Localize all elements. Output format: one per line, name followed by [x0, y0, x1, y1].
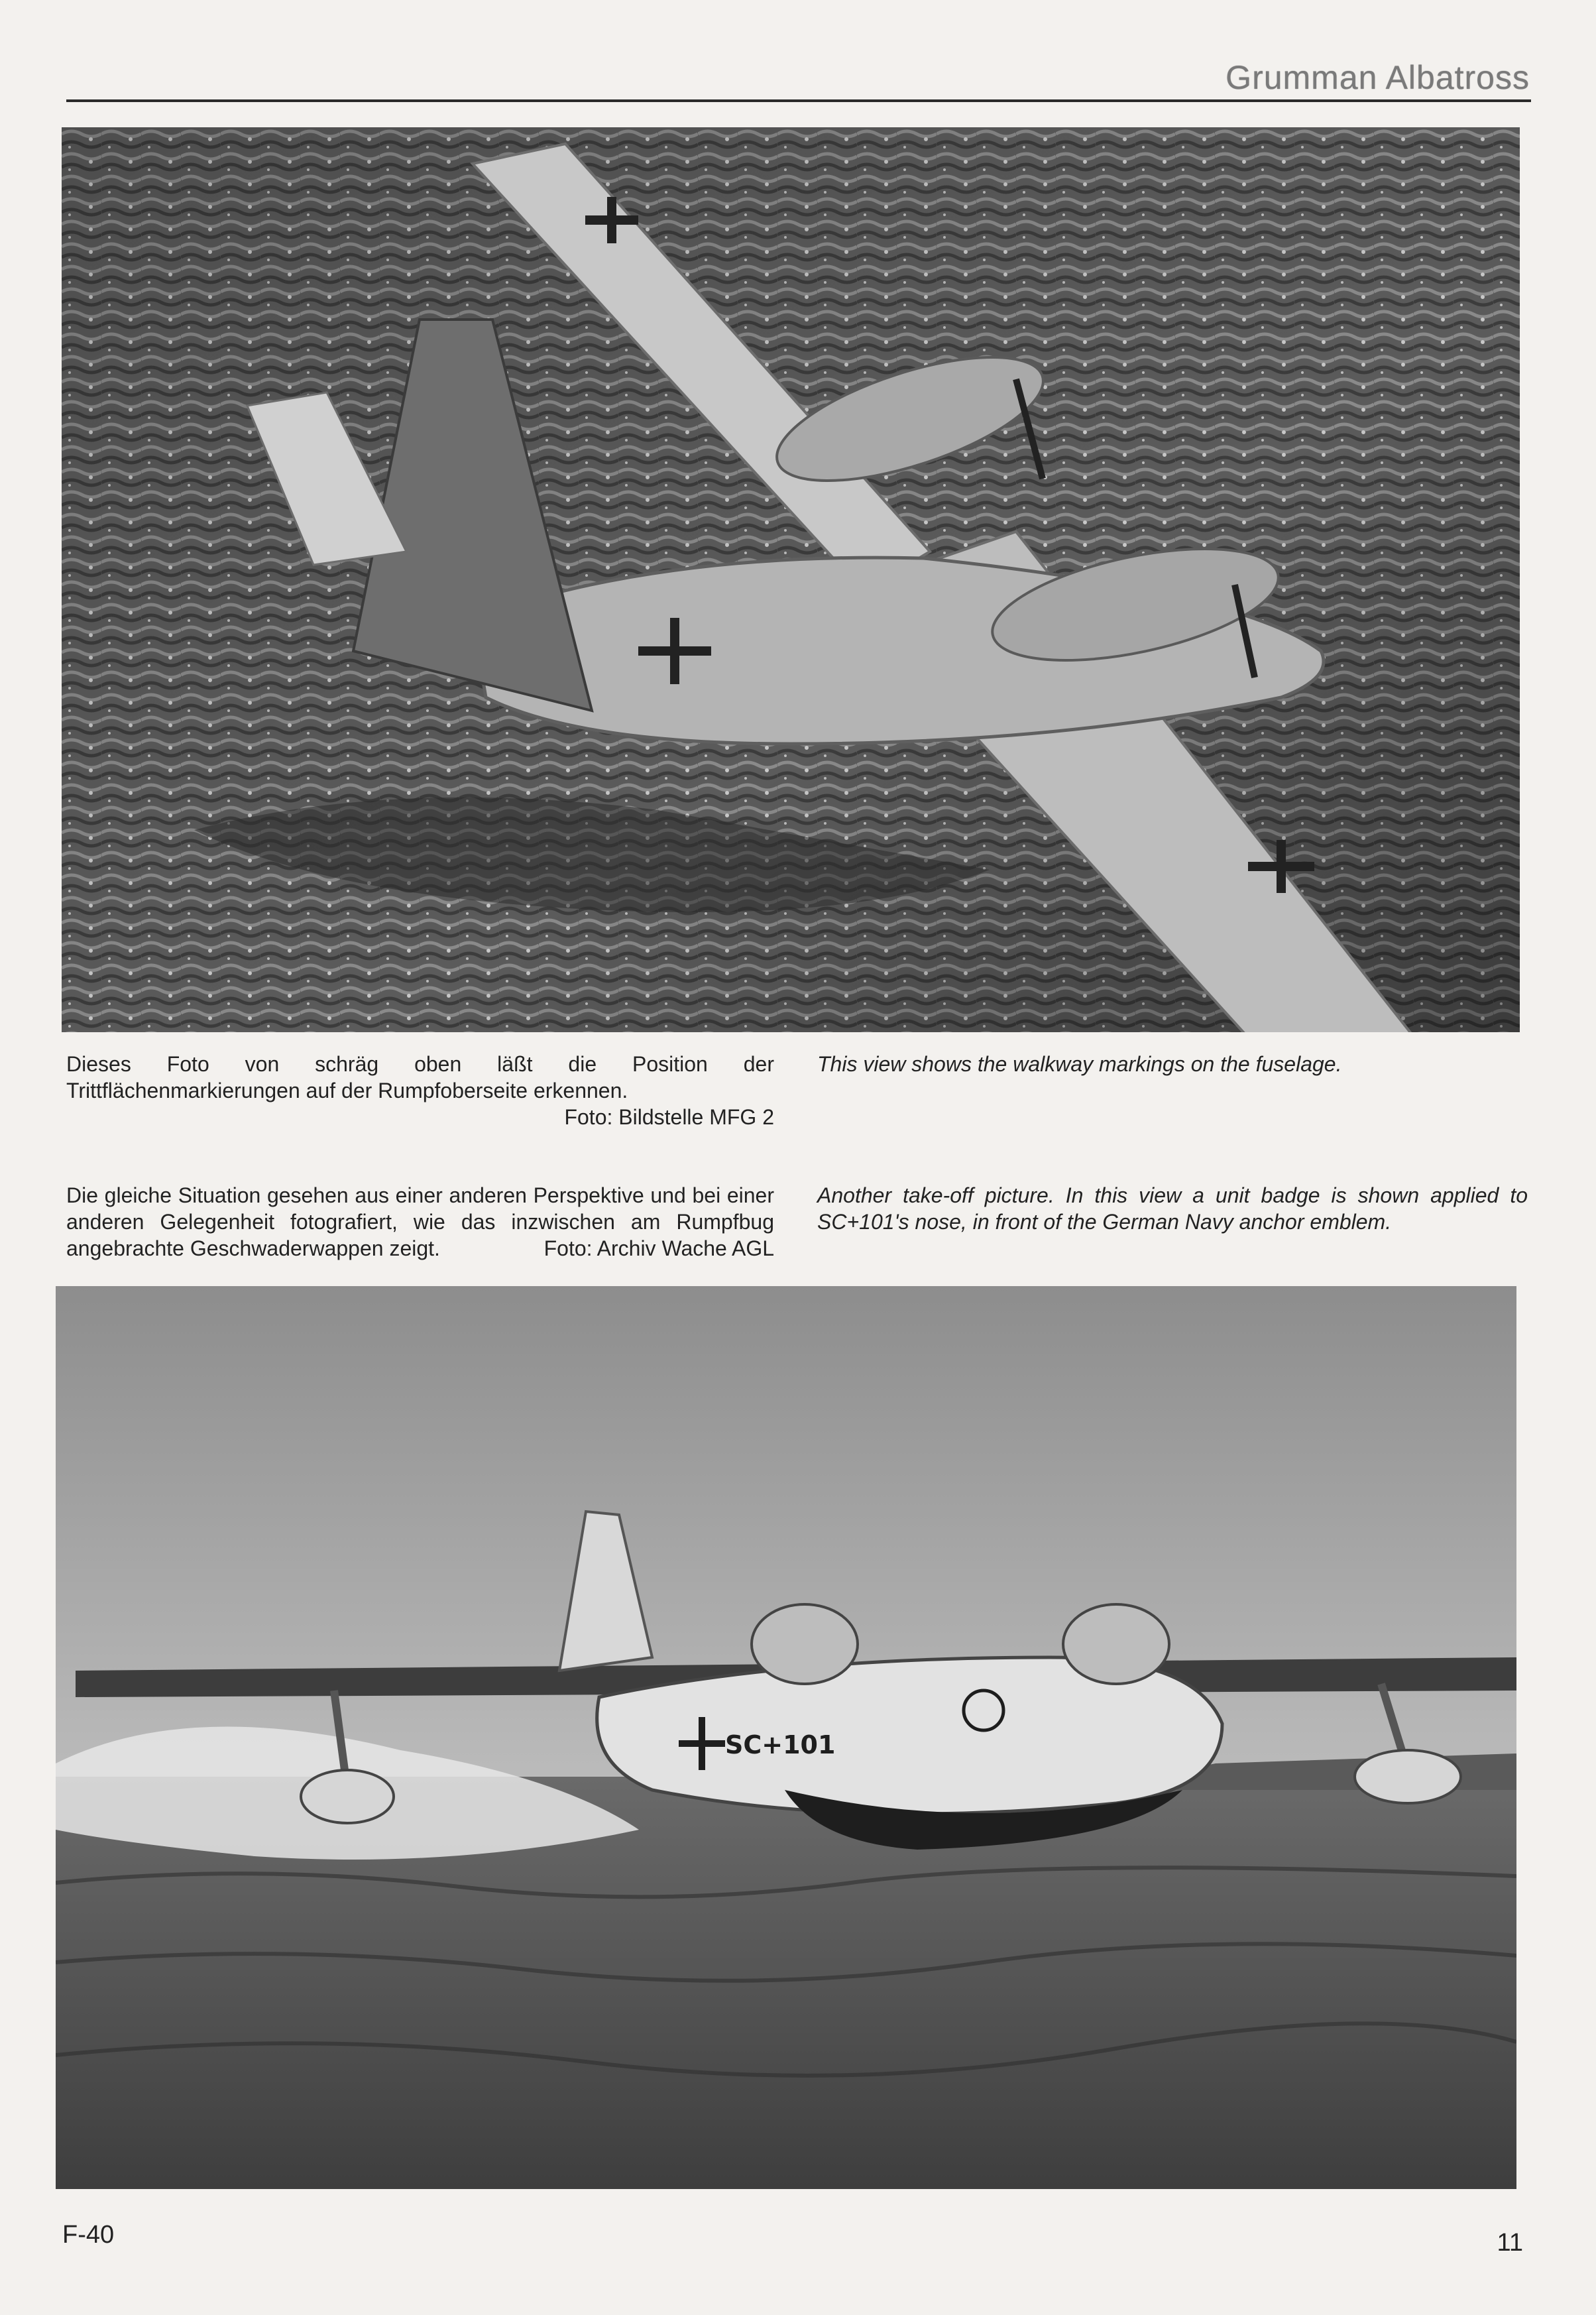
header-rule — [66, 99, 1531, 102]
caption-top-german-text: Dieses Foto von schräg oben läßt die Position der Trittflächenmarkierungen auf der Rumpfoberseite erkennen. — [66, 1052, 774, 1102]
aerial-photo-illustration — [62, 127, 1520, 1032]
photo-albatross-takeoff — [56, 1286, 1516, 2189]
folio-code: F-40 — [62, 2221, 115, 2249]
caption-bottom-english: Another take-off picture. In this view a unit badge is shown applied to SC+101's nose, in front of the German Navy anchor emblem. — [817, 1183, 1528, 1234]
caption-top-credit: Foto: Bildstelle MFG 2 — [564, 1105, 774, 1129]
caption-bottom-german — [66, 1182, 774, 1262]
caption-bottom-credit: Foto: Archiv Wache AGL — [543, 1236, 774, 1260]
hull-marking-sc101: SC+101 — [725, 1730, 836, 1759]
page-number: 11 — [1497, 2229, 1523, 2257]
takeoff-photo-illustration — [56, 1286, 1516, 2189]
caption-top-english: This view shows the walkway markings on the fuselage. — [817, 1052, 1342, 1076]
running-title: Grumman Albatross — [1226, 59, 1530, 96]
caption-bottom-german-text: Die gleiche Situation gesehen aus einer anderen Perspektive und bei einer anderen Gelegenheit fotografiert, wie das inzwischen am Rumpfbug angebrachte Geschwaderwappen zeigt. — [66, 1183, 774, 1260]
photo-aerial-albatross — [62, 127, 1520, 1032]
caption-top-german — [66, 1051, 774, 1130]
